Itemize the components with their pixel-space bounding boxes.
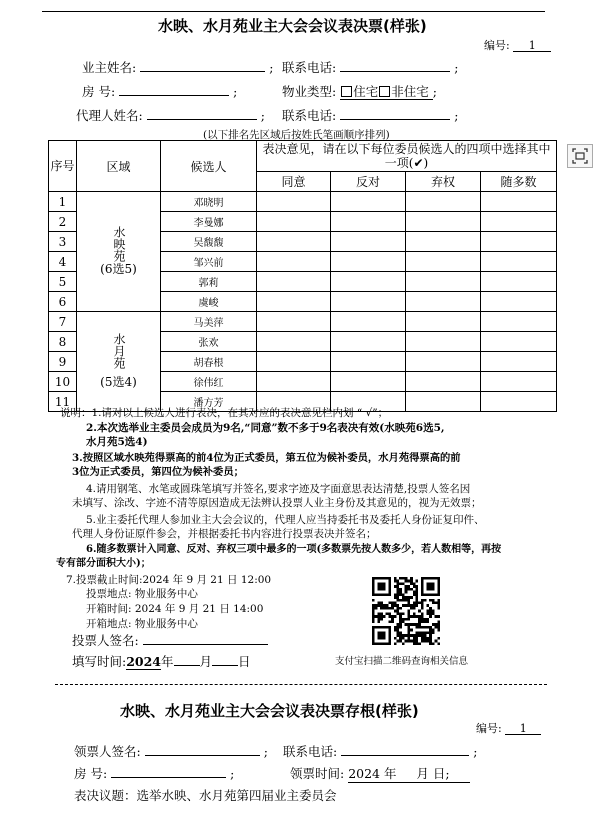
month-unit: 月	[199, 654, 213, 669]
vote-abstain-cell[interactable]	[406, 312, 481, 332]
note-3a: 3.按照区域水映苑得票高的前4位为正式委员，第五位为候补委员，水月苑得票高的前	[72, 452, 461, 464]
scan-icon[interactable]	[567, 144, 593, 168]
candidate-name: 马美萍	[161, 312, 257, 332]
ballot-number-label: 编号:	[484, 39, 510, 52]
qr-code[interactable]	[372, 577, 440, 645]
receiver-sign-row	[74, 742, 268, 760]
vote-majority-cell[interactable]	[481, 312, 557, 332]
row-seq: 11	[49, 392, 77, 412]
stub-subject: 表决议题：选举水映、水月苑第四届业主委员会	[74, 788, 337, 803]
voter-sign-field[interactable]	[143, 632, 268, 645]
vote-majority-cell[interactable]	[481, 392, 557, 412]
vote-abstain-cell[interactable]	[406, 292, 481, 312]
property-type-label: 物业类型:	[282, 84, 337, 99]
separator: ;	[454, 108, 459, 123]
vote-agree-cell[interactable]	[257, 252, 331, 272]
fill-time-row	[72, 652, 251, 670]
stub-phone-field[interactable]	[341, 743, 469, 756]
note-5a: 5.业主委托代理人参加业主大会会议的，代理人应当持委托书及委托人身份证复印件、	[86, 514, 485, 526]
separator: ;	[230, 766, 235, 781]
vote-agree-cell[interactable]	[257, 292, 331, 312]
vote-oppose-cell[interactable]	[331, 352, 406, 372]
note-2a: 2.本次选举业主委员会成员为9名,“同意”数不多于9名表决有效(水映苑6选5,	[86, 422, 445, 434]
agent-name-row	[76, 106, 265, 124]
stub-room-field[interactable]	[111, 765, 226, 778]
candidate-name: 潘方芳	[161, 392, 257, 412]
row-seq: 3	[49, 232, 77, 252]
vote-abstain-cell[interactable]	[406, 192, 481, 212]
note-4a: 4.请用钢笔、水笔或圆珠笔填写并签名,要求字迹及字面意思表达清楚,投票人签名因	[86, 483, 471, 495]
area-name: 水月苑	[112, 333, 126, 369]
vote-oppose-cell[interactable]	[331, 372, 406, 392]
vote-oppose-cell[interactable]	[331, 212, 406, 232]
vote-abstain-cell[interactable]	[406, 392, 481, 412]
qr-caption: 支付宝扫描二维码查询相关信息	[335, 656, 469, 667]
vote-deadline: 7.投票截止时间:2024 年 9 月 21 日 12:00	[66, 574, 272, 586]
non-residential-checkbox[interactable]	[379, 86, 390, 97]
agent-phone-field[interactable]	[340, 107, 450, 120]
vote-abstain-cell[interactable]	[406, 272, 481, 292]
ballot-number	[484, 37, 551, 53]
owner-phone-field[interactable]	[340, 59, 450, 72]
candidate-name: 徐伟红	[161, 372, 257, 392]
vote-abstain-cell[interactable]	[406, 332, 481, 352]
agent-name-label: 代理人姓名:	[76, 108, 143, 123]
separator: ;	[269, 60, 274, 75]
option-abstain-header: 弃权	[406, 172, 481, 192]
fill-day-field[interactable]	[212, 653, 238, 666]
candidate-name: 邓晓明	[161, 192, 257, 212]
vote-place: 投票地点: 物业服务中心	[86, 588, 198, 600]
vote-oppose-cell[interactable]	[331, 252, 406, 272]
stub-room-row	[74, 764, 234, 782]
area-shuiyue	[77, 312, 161, 412]
receiver-sign-field[interactable]	[145, 743, 260, 756]
separator: ;	[233, 84, 238, 99]
order-note: (以下排名先区域后按姓氏笔画顺序排列)	[203, 129, 390, 141]
note-2b: 水月苑5选4)	[86, 436, 148, 448]
vote-table	[48, 140, 557, 412]
option-oppose-header: 反对	[331, 172, 406, 192]
row-seq: 5	[49, 272, 77, 292]
vote-abstain-cell[interactable]	[406, 352, 481, 372]
stub-phone-row	[283, 742, 477, 760]
owner-name-field[interactable]	[140, 59, 265, 72]
vote-abstain-cell[interactable]	[406, 372, 481, 392]
owner-name-row	[82, 58, 273, 76]
vote-agree-cell[interactable]	[257, 312, 331, 332]
candidate-name: 邹兴前	[161, 252, 257, 272]
note-5b: 代理人身份证原件参会，并根据委托书内容进行投票表决并签名；	[72, 528, 377, 540]
row-seq: 4	[49, 252, 77, 272]
vote-oppose-cell[interactable]	[331, 232, 406, 252]
receive-time-label: 领票时间:	[290, 766, 345, 781]
ballot-number-value[interactable]: 1	[513, 39, 551, 52]
vote-agree-cell[interactable]	[257, 212, 331, 232]
vote-agree-cell[interactable]	[257, 332, 331, 352]
top-rule	[42, 11, 545, 12]
agent-name-field[interactable]	[147, 107, 257, 120]
row-seq: 1	[49, 192, 77, 212]
separator: ;	[432, 84, 437, 99]
vote-abstain-cell[interactable]	[406, 232, 481, 252]
open-time: 开箱时间: 2024 年 9 月 21 日 14:00	[86, 603, 264, 615]
candidate-name: 胡春根	[161, 352, 257, 372]
row-seq: 7	[49, 312, 77, 332]
room-field[interactable]	[119, 83, 229, 96]
vote-majority-cell[interactable]	[481, 352, 557, 372]
table-header-row	[49, 141, 557, 172]
stub-title: 水映、水月苑业主大会会议表决票存根(样张)	[120, 702, 419, 720]
vote-majority-cell[interactable]	[481, 292, 557, 312]
vote-majority-cell[interactable]	[481, 232, 557, 252]
vote-oppose-cell[interactable]	[331, 292, 406, 312]
row-seq: 8	[49, 332, 77, 352]
stub-phone-label: 联系电话:	[283, 744, 338, 759]
candidate-header: 候选人	[161, 141, 257, 192]
vote-majority-cell[interactable]	[481, 272, 557, 292]
option-agree-header: 同意	[257, 172, 331, 192]
candidate-name: 李曼娜	[161, 212, 257, 232]
scan-icon-graphic	[568, 145, 592, 167]
residential-label: 住宅	[353, 84, 379, 99]
day-unit: 日	[238, 654, 251, 669]
vote-oppose-cell[interactable]	[331, 312, 406, 332]
row-seq: 6	[49, 292, 77, 312]
vote-majority-cell[interactable]	[481, 252, 557, 272]
table-row	[49, 192, 557, 212]
area-rule: (5选4)	[100, 375, 137, 389]
separator: ;	[263, 744, 268, 759]
note-6b: 专有部分面积大小)；	[56, 558, 151, 569]
open-place: 开箱地点: 物业服务中心	[86, 618, 198, 630]
vote-agree-cell[interactable]	[257, 272, 331, 292]
candidate-name: 虞峻	[161, 292, 257, 312]
candidate-name: 郭莉	[161, 272, 257, 292]
vote-majority-cell[interactable]	[481, 372, 557, 392]
vote-agree-cell[interactable]	[257, 192, 331, 212]
stub-number-value[interactable]: 1	[505, 722, 541, 735]
receive-month-day: 月 日;	[416, 766, 450, 781]
separator: ;	[473, 744, 478, 759]
candidate-name: 吴馥馥	[161, 232, 257, 252]
row-seq: 9	[49, 352, 77, 372]
receive-date-field[interactable]	[348, 764, 470, 783]
owner-phone-label: 联系电话:	[282, 60, 337, 75]
owner-phone-row	[282, 58, 458, 76]
note-4b: 未填写、涂改、字迹不清等原因造成无法辨认投票人业主身份及其意见的，视为无效票；	[72, 497, 482, 509]
cut-line	[55, 684, 547, 685]
room-label: 房 号:	[82, 84, 116, 99]
year-unit: 年	[161, 654, 174, 669]
room-row	[82, 82, 237, 100]
ballot-title: 水映、水月苑业主大会会议表决票(样张)	[158, 17, 427, 35]
candidate-name: 张欢	[161, 332, 257, 352]
vote-majority-cell[interactable]	[481, 332, 557, 352]
vote-majority-cell[interactable]	[481, 212, 557, 232]
note-3b: 3位为正式委员，第四位为候补委员；	[72, 466, 244, 478]
vote-oppose-cell[interactable]	[331, 192, 406, 212]
receive-time-row	[290, 764, 470, 783]
agent-phone-row	[282, 106, 458, 124]
vote-agree-cell[interactable]	[257, 232, 331, 252]
vote-abstain-cell[interactable]	[406, 252, 481, 272]
area-name: 水映苑	[112, 226, 126, 262]
area-rule: (6选5)	[100, 262, 137, 276]
stub-room-label: 房 号:	[74, 766, 108, 781]
voter-sign-label: 投票人签名:	[72, 633, 139, 648]
seq-header: 序号	[49, 141, 77, 192]
voter-sign-row	[72, 631, 268, 649]
row-seq: 10	[49, 372, 77, 392]
property-type-options	[340, 84, 433, 100]
receive-year: 2024 年	[348, 766, 397, 781]
vote-agree-cell[interactable]	[257, 372, 331, 392]
vote-agree-cell[interactable]	[257, 352, 331, 372]
fill-month-field[interactable]	[174, 653, 200, 666]
stub-number-label: 编号:	[476, 722, 502, 735]
residential-checkbox[interactable]	[341, 86, 352, 97]
fill-time-label: 填写时间:	[72, 654, 127, 669]
receiver-sign-label: 领票人签名:	[74, 744, 141, 759]
fill-year[interactable]: 2024	[126, 654, 162, 669]
separator: ;	[260, 108, 265, 123]
stub-number	[476, 720, 541, 736]
row-seq: 2	[49, 212, 77, 232]
owner-name-label: 业主姓名:	[82, 60, 137, 75]
area-header: 区域	[77, 141, 161, 192]
non-residential-label: 非住宅	[391, 84, 429, 99]
separator: ;	[454, 60, 459, 75]
vote-majority-cell[interactable]	[481, 192, 557, 212]
area-shuiying	[77, 192, 161, 312]
note-6a: 6.随多数票计入同意、反对、弃权三项中最多的一项(多数票先按人数多少，若人数相等，再按	[86, 544, 502, 555]
option-majority-header: 随多数	[481, 172, 557, 192]
property-type-row	[282, 82, 437, 100]
note-1: 说明：1.请对以上候选人进行表决，在其对应的表决意见栏内划 “ √”；	[60, 407, 389, 419]
instruction-header: 表决意见，请在以下每位委员候选人的四项中选择其中一项(✔)	[257, 141, 557, 172]
vote-abstain-cell[interactable]	[406, 212, 481, 232]
vote-oppose-cell[interactable]	[331, 272, 406, 292]
vote-oppose-cell[interactable]	[331, 332, 406, 352]
table-row	[49, 312, 557, 332]
agent-phone-label: 联系电话:	[282, 108, 337, 123]
